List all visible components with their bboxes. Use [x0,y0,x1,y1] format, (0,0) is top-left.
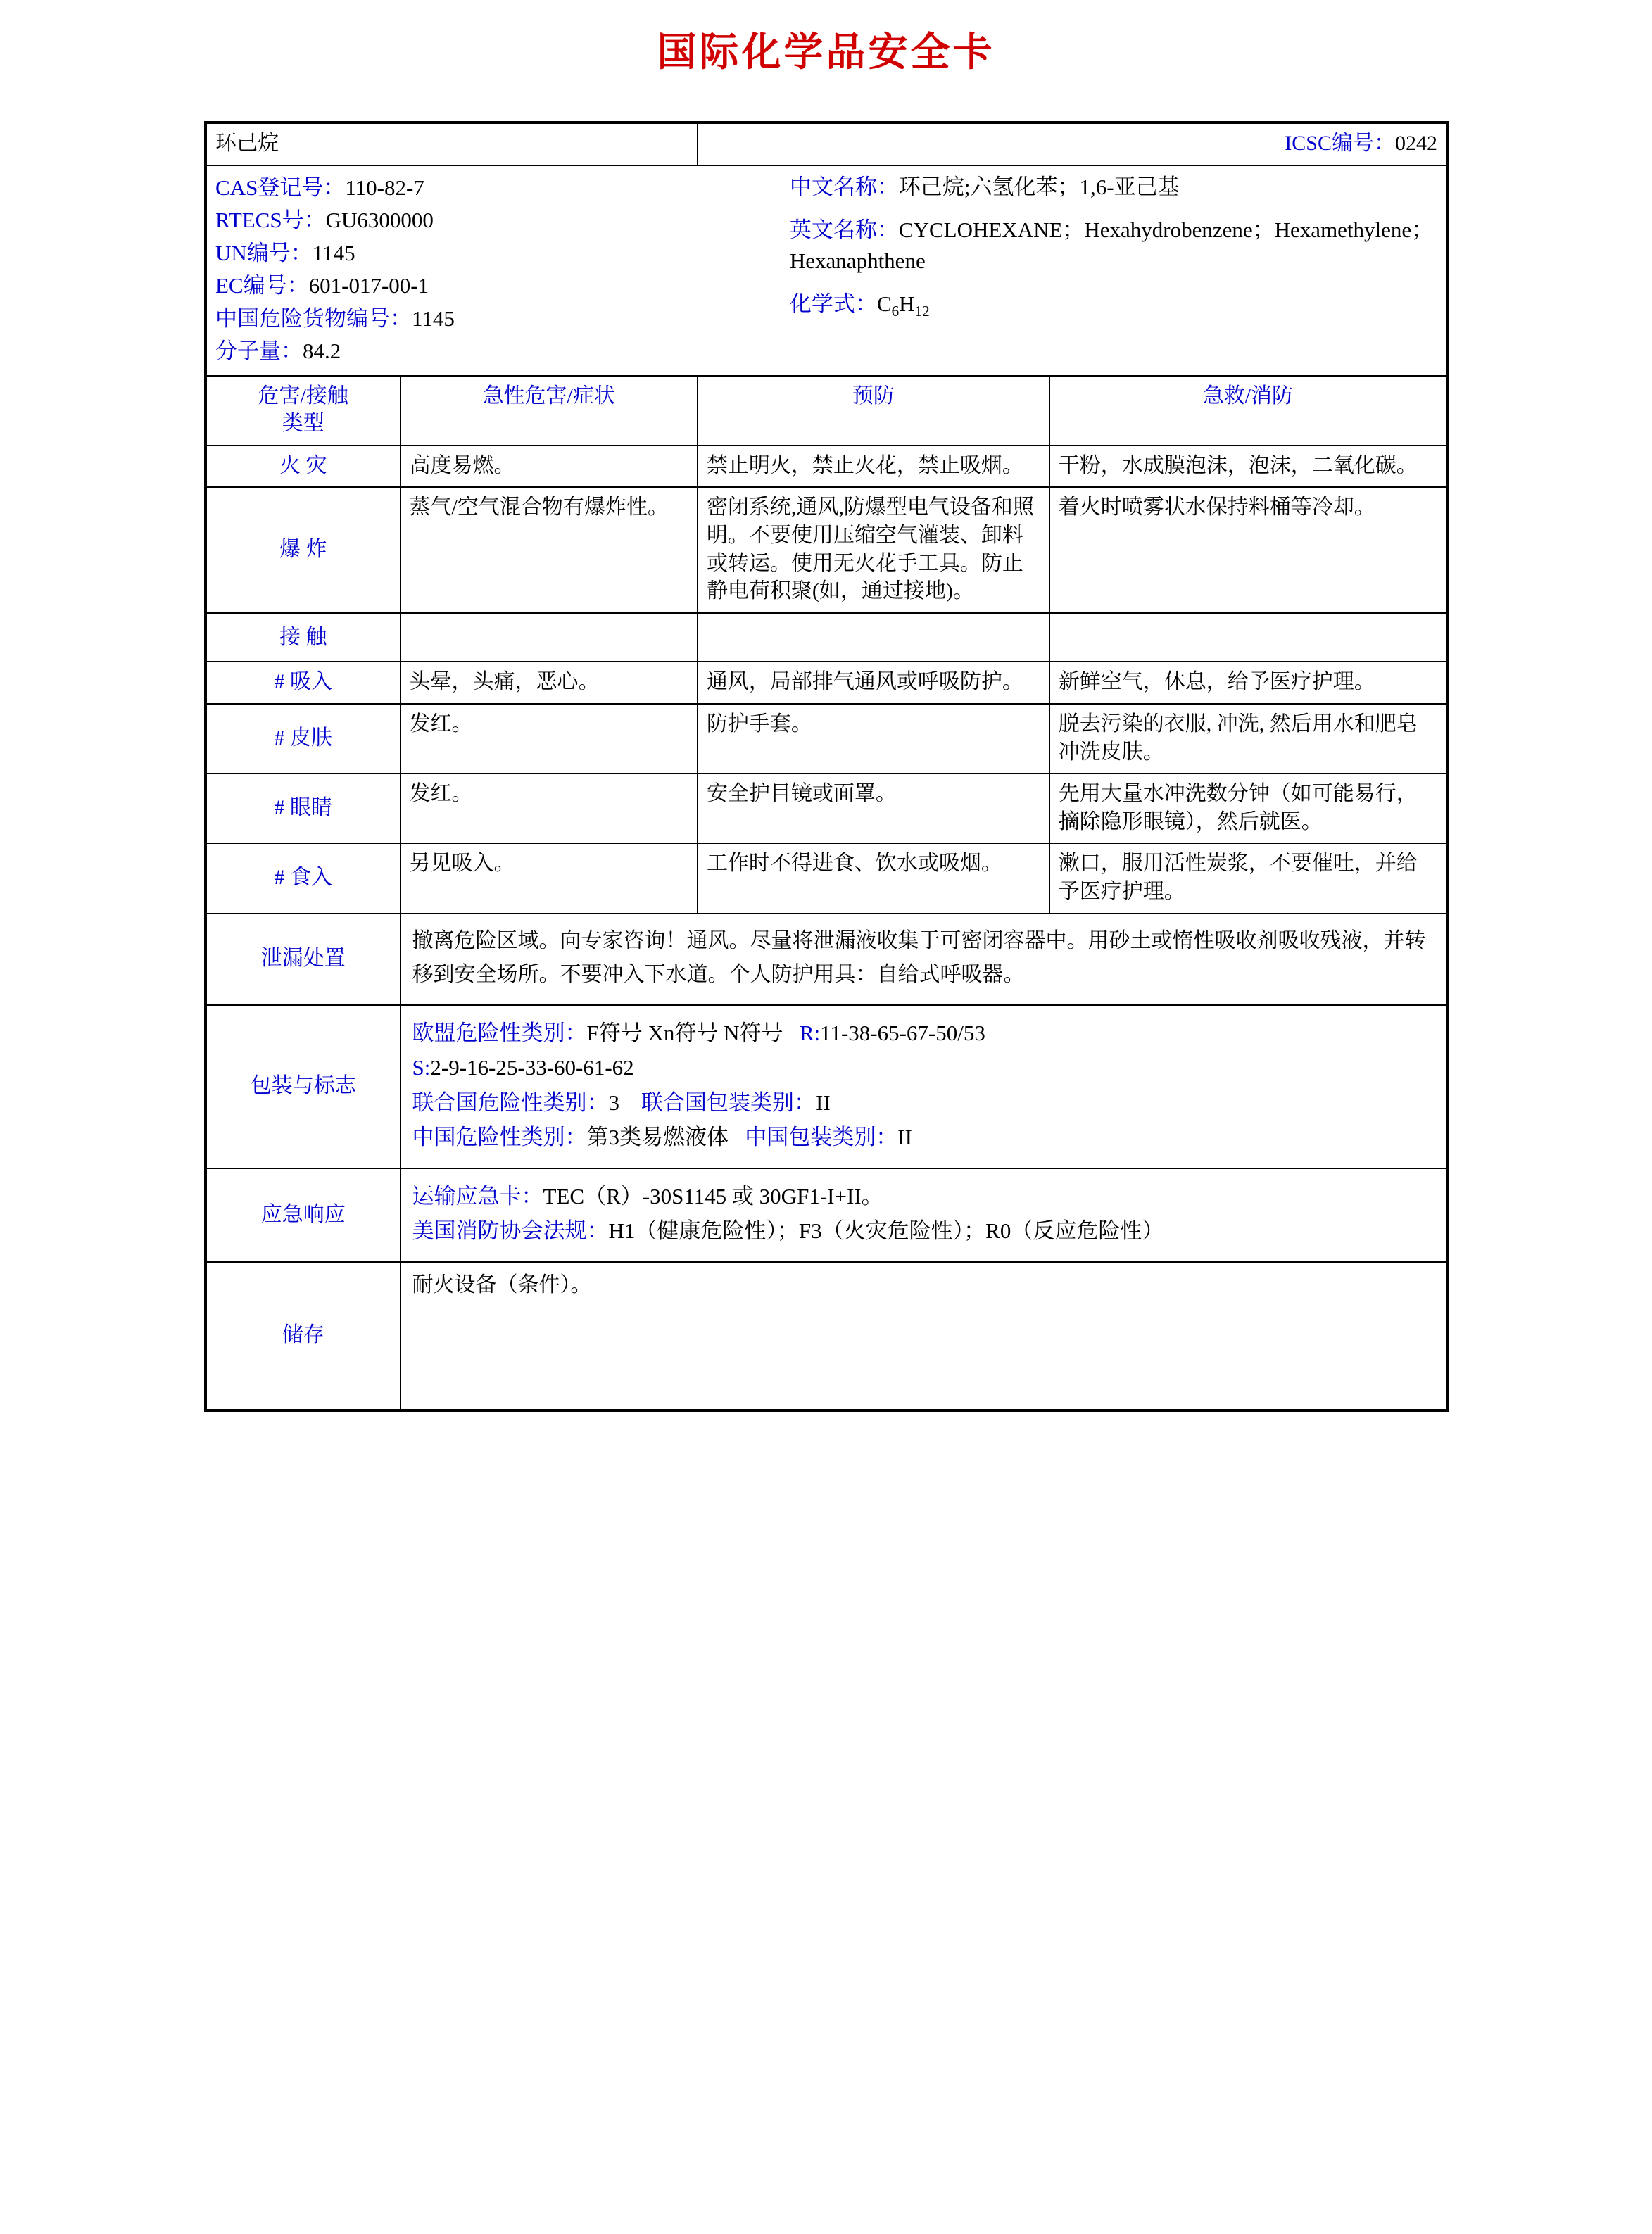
col-head-type-line1: 危害/接触 [258,384,348,408]
english-name-line [790,215,1437,278]
icsc-value: 0242 [1395,132,1437,155]
chinese-name-label: 中文名称： [789,174,899,199]
packaging-cn-class-value: 第3类易燃液体 [586,1125,729,1150]
emergency-nfpa-label: 美国消防协会法规： [412,1218,609,1244]
row-label-explosion: 爆 炸 [207,487,401,612]
packaging-cn-group-label: 中国包装类别： [745,1125,898,1150]
ingestion-prevention: 工作时不得进食、饮水或吸烟。 [698,843,1049,913]
identification-block [207,165,1446,376]
packaging-cn-line [412,1120,1435,1155]
inhalation-firstaid: 新鲜空气，休息，给予医疗护理。 [1049,662,1446,704]
formula-line [790,289,1437,322]
row-label-fire: 火 灾 [207,446,401,488]
table-row-eyes [207,774,1446,843]
packaging-un-group-value: II [816,1090,831,1115]
ec-line [215,270,790,303]
molecular-weight-label: 分子量： [215,339,303,364]
packaging-s-line [412,1050,1435,1085]
table-row-emergency [207,1168,1446,1262]
rtecs-value: GU6300000 [325,208,434,233]
explosion-acute: 蒸气/空气混合物有爆炸性。 [401,487,698,612]
packaging-s-value: 2-9-16-25-33-60-61-62 [430,1055,634,1080]
inhalation-prevention: 通风，局部排气通风或呼吸防护。 [698,662,1049,704]
english-name-value: CYCLOHEXANE；Hexahydrobenzene；Hexamethylene；Hexanaphthene [789,217,1434,274]
fire-firstaid: 干粉，水成膜泡沫，泡沫，二氧化碳。 [1049,446,1446,488]
skin-acute: 发红。 [401,704,698,774]
icsc-table [207,124,1446,1409]
icsc-label: ICSC编号： [1285,132,1395,155]
col-head-firstaid: 急救/消防 [1049,376,1446,446]
china-dangerous-goods-line [215,303,790,336]
table-row-storage [207,1262,1446,1409]
page-title: 国际化学品安全卡 [657,30,995,75]
china-dangerous-goods-label: 中国危险货物编号： [215,305,412,331]
packaging-eu-label: 欧盟危险性类别： [412,1020,587,1045]
inhalation-acute: 头晕，头痛，恶心。 [401,662,698,704]
table-row-packaging [207,1005,1446,1168]
un-label: UN编号： [215,240,313,265]
un-line [215,237,790,270]
eyes-firstaid: 先用大量水冲洗数分钟（如可能易行，摘除隐形眼镜），然后就医。 [1049,774,1446,843]
packaging-un-group-label: 联合国包装类别： [641,1090,816,1115]
molecular-weight-value: 84.2 [303,339,341,364]
molecular-weight-line [215,335,790,368]
skin-prevention: 防护手套。 [698,704,1049,774]
table-row-spill [207,914,1446,1005]
row-label-eyes: # 眼睛 [207,774,401,843]
table-row-skin [207,704,1446,774]
identification-left [215,172,790,368]
packaging-r-label: R: [799,1020,821,1045]
cas-line [215,172,790,205]
table-row-ingestion [207,843,1446,913]
cas-value: 110-82-7 [345,175,424,200]
packaging-content [401,1005,1446,1168]
english-name-label: 英文名称： [789,217,899,242]
col-head-type [207,376,401,446]
icsc-number-cell [698,124,1446,165]
row-label-inhalation: # 吸入 [207,662,401,704]
storage-text: 耐火设备（条件）。 [401,1262,1446,1409]
identification-right [790,172,1437,368]
un-value: 1145 [312,240,355,265]
row-label-exposure: 接 触 [207,613,401,662]
packaging-cn-group-value: II [897,1125,912,1150]
table-row-inhalation [207,662,1446,704]
packaging-r-value: 11-38-65-67-50/53 [820,1020,985,1045]
table-row-fire [207,446,1446,488]
packaging-un-class-label: 联合国危险性类别： [412,1090,609,1115]
emergency-content [401,1168,1446,1262]
ec-value: 601-017-00-1 [308,273,429,298]
col-head-prevention: 预防 [698,376,1049,446]
packaging-s-label: S: [412,1055,431,1080]
identification-row [207,165,1446,376]
rtecs-label: RTECS号： [215,208,326,233]
table-row-explosion [207,487,1446,612]
ingestion-firstaid: 漱口，服用活性炭浆，不要催吐，并给予医疗护理。 [1049,843,1446,913]
exposure-firstaid [1049,613,1446,662]
emergency-nfpa-value: H1（健康危险性）；F3（火灾危险性）；R0（反应危险性） [608,1218,1164,1244]
fire-prevention: 禁止明火，禁止火花，禁止吸烟。 [698,446,1049,488]
packaging-eu-value: F符号 Xn符号 N符号 [586,1020,783,1045]
eyes-prevention: 安全护目镜或面罩。 [698,774,1049,843]
spill-text: 撤离危险区域。向专家咨询！通风。尽量将泄漏液收集于可密闭容器中。用砂土或惰性吸收剂吸收残液，并转移到安全场所。不要冲入下水道。个人防护用具：自给式呼吸器。 [401,914,1446,1005]
chinese-name-value: 环己烷;六氢化苯；1,6-亚己基 [898,174,1180,199]
packaging-eu-line [412,1016,1435,1051]
header-row [207,124,1446,165]
row-label-skin: # 皮肤 [207,704,401,774]
emergency-tec-label: 运输应急卡： [412,1183,543,1208]
cas-label: CAS登记号： [215,175,346,200]
packaging-un-class-value: 3 [608,1090,620,1115]
row-label-ingestion: # 食入 [207,843,401,913]
chinese-name-line [790,172,1437,203]
eyes-acute: 发红。 [401,774,698,843]
china-dangerous-goods-value: 1145 [412,305,455,331]
fire-acute: 高度易燃。 [401,446,698,488]
column-header-row [207,376,1446,446]
emergency-tec-value: TEC（R）-30S1145 或 30GF1-I+II。 [543,1183,883,1208]
packaging-cn-class-label: 中国危险性类别： [412,1125,587,1150]
formula-label: 化学式： [789,291,877,317]
formula-value: $C_6H_{12}$ [876,291,930,320]
explosion-prevention: 密闭系统,通风,防爆型电气设备和照明。不要使用压缩空气灌装、卸料或转运。使用无火花手工具。防止静电荷积聚(如，通过接地)。 [698,487,1049,612]
packaging-un-line [412,1085,1435,1121]
safety-card [204,121,1449,1412]
table-row-exposure [207,613,1446,662]
exposure-prevention [698,613,1049,662]
ingestion-acute: 另见吸入。 [401,843,698,913]
emergency-nfpa-line [412,1213,1435,1249]
row-label-emergency: 应急响应 [207,1168,401,1262]
explosion-firstaid: 着火时喷雾状水保持料桶等冷却。 [1049,487,1446,612]
row-label-packaging: 包装与标志 [207,1005,401,1168]
rtecs-line [215,204,790,237]
col-head-type-line2: 类型 [282,412,324,436]
skin-firstaid: 脱去污染的衣服, 冲洗, 然后用水和肥皂冲洗皮肤。 [1049,704,1446,774]
substance-name: 环己烷 [207,124,698,165]
row-label-spill: 泄漏处置 [207,914,401,1005]
emergency-tec-line [412,1179,1435,1214]
row-label-storage: 储存 [207,1262,401,1409]
col-head-acute: 急性危害/症状 [401,376,698,446]
ec-label: EC编号： [215,273,309,298]
exposure-acute [401,613,698,662]
